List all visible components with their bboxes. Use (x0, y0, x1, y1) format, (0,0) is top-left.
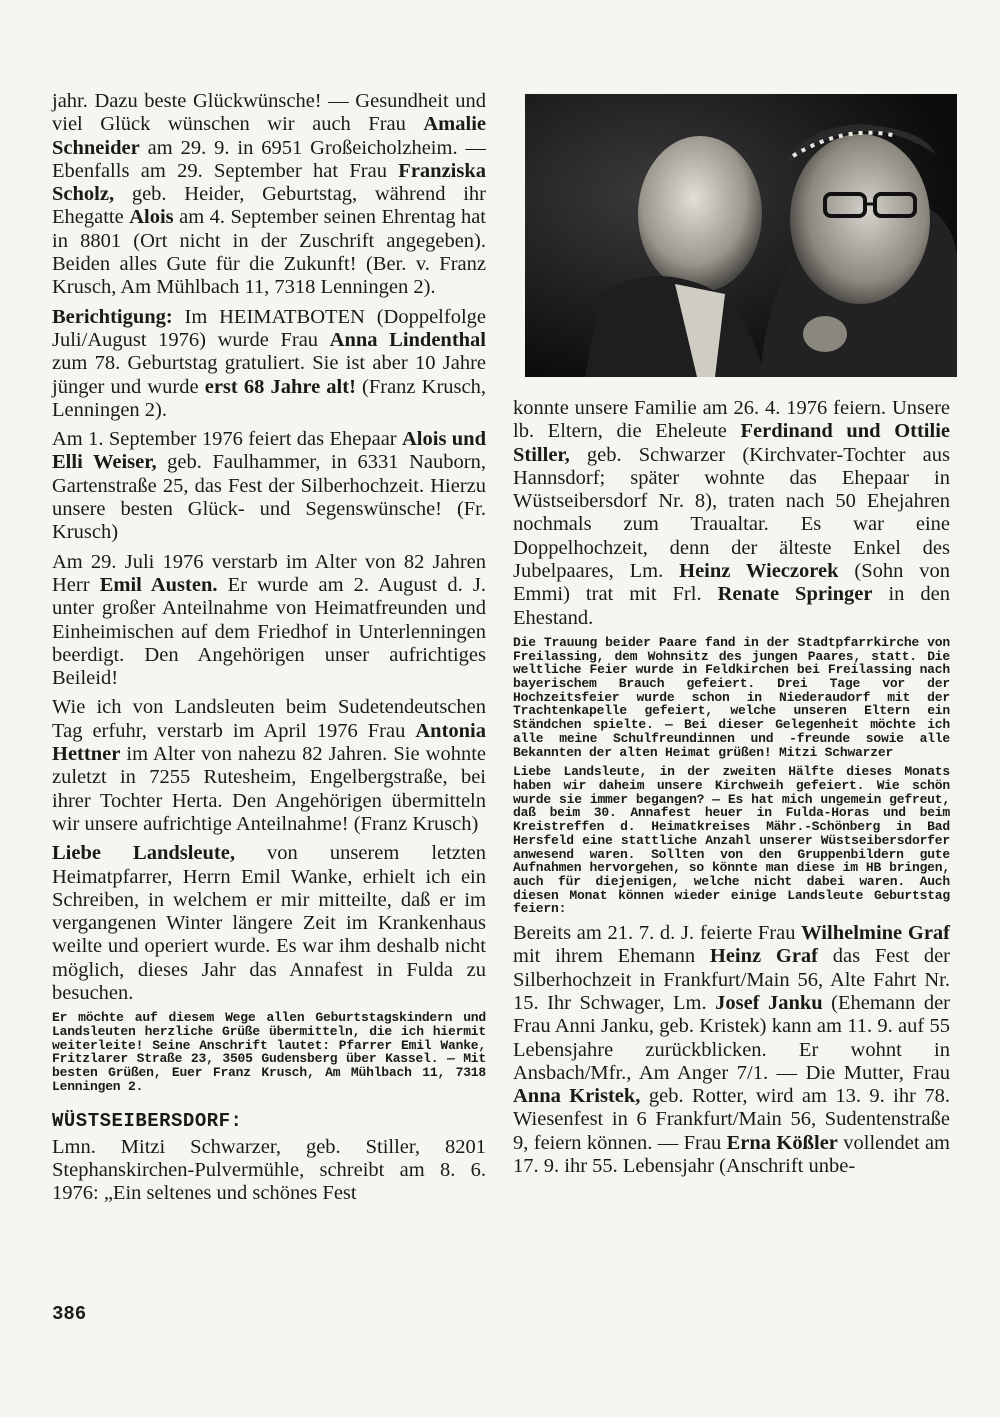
paragraph (513, 397, 950, 630)
highlighted-name: Anna Lindenthal (329, 328, 486, 351)
text-run: Die Trauung beider Paare fand in der Stadtpfarrkirche von Freilassing, dem Wohnsitz des jungen Paares, statt. Die weltliche Feier wurde in Feldkirchen bei Freilassing nach bayerischem Brauch gefeiert. Drei Tage vor der Hochzeitsfeier wurde schon in Niederaudorf mit der Trachtenkapelle gefeiert, welche unseren Eltern ein Ständchen spielte. — Bei dieser Gelegenheit möchte ich alle meine Schulfreundinnen und -freunde sowie alle Bekannten der alten Heimat grüßen! Mitzi Schwarzer (513, 634, 950, 760)
highlighted-name: Alois (129, 206, 174, 229)
text-run: Bereits am 21. 7. d. J. feierte Frau (513, 922, 802, 945)
text-run: (Franz Krusch, Lenningen 2). (52, 375, 486, 421)
text-run: vollendet am 17. 9. ihr 55. Lebensjahr (Anschrift unbe- (513, 1131, 950, 1177)
highlighted-name: Heinz Graf (709, 945, 819, 968)
paragraph (52, 306, 486, 422)
text-run: im Alter von nahezu 82 Jahren. Sie wohnte zuletzt in 7255 Rutesheim, Engelbergstraße, bei ihrer Tochter Herta. Den Angehörigen übermitteln wir unsere aufrichtige Anteilnahme! (Franz Krusch) (52, 743, 486, 835)
couple-photo (525, 94, 957, 377)
highlighted-name: Franziska Scholz, (52, 159, 486, 206)
text-run: Wie ich von Landsleuten beim Sudetendeutschen Tag erfuhr, verstarb im April 1976 Frau (52, 696, 486, 742)
highlighted-name: Anna Kristek, (513, 1085, 641, 1108)
text-run: Er möchte auf diesem Wege allen Geburtstagskindern und Landsleuten herzliche Grüße übermitteln, die ich hiermit weiterleite! Seine Anschrift lautet: Pfarrer Emil Wanke, Fritzlarer Straße 23, 3505 Gudensberg über Kassel. — Mit besten Grüßen, Euer Franz Krusch, Am Mühlbach 11, 7318 Lenningen 2. (52, 1010, 486, 1094)
text-run: (Sohn von Emmi) trat mit Frl. (513, 560, 950, 606)
highlighted-name: Liebe Landsleute, (52, 842, 235, 865)
text-run: Am 1. September 1976 feiert das Ehepaar (52, 428, 402, 451)
text-run: von unserem letzten Heimatpfarrer, Herrn Emil Wanke, erhielt ich ein Schreiben, in welchem er mir mitteilte, daß er im vergangenen Winter längere Zeit im Krankenhaus weilte und operiert wurde. Es war ihm deshalb nicht möglich, dieses Jahr das Annafest in Fulda zu besuchen. (52, 842, 486, 1004)
text-run: das Fest der Silberhochzeit in Frankfurt/Main 56, Alte Fahrt Nr. 15. Ihr Schwager, Lm. (513, 945, 950, 1014)
highlighted-name: Ferdinand und Ottilie Stiller, (513, 420, 950, 466)
paragraph (52, 90, 486, 300)
text-run: (Ehemann der Frau Anni Janku, geb. Kristek) kann am 11. 9. auf 55 Lebensjahre zurückblicken. Er wohnt in Ansbach/Mfr., Am Anger 7/1. — Die Mutter, Frau (513, 991, 951, 1084)
left-column (52, 90, 486, 1211)
text-run: WÜSTSEIBERSDORF: (52, 1109, 243, 1132)
paragraph (513, 636, 950, 759)
text-run: Lmn. Mitzi Schwarzer, geb. Stiller, 8201 Stephanskirchen-Pulvermühle, schreibt am 8. 6. 1976: „Ein seltenes und schönes Fest (52, 1135, 486, 1205)
text-run: Am 29. Juli 1976 verstarb im Alter von 82 Jahren Herr (52, 550, 486, 596)
highlighted-name: Kirchweih (714, 778, 784, 793)
paragraph (52, 842, 486, 1005)
couple-photo-image (525, 94, 957, 377)
highlighted-name: Heinz Wieczorek (679, 560, 839, 583)
highlighted-name: erst 68 Jahre alt! (204, 375, 356, 398)
highlighted-name: Berichtigung: (52, 305, 173, 328)
paragraph (52, 696, 486, 836)
highlighted-name: Alois und Elli Weiser, (52, 428, 486, 474)
paragraph (52, 428, 486, 544)
paragraph (513, 922, 950, 1178)
text-run: am 4. September seinen Ehrentag hat in 8801 (Ort nicht in der Zuschrift angegeben). Beiden alles Gute für die Zukunft! (Ber. v. Franz Krusch, Am Mühlbach 11, 7318 Lenningen 2). (52, 206, 486, 299)
text-run: Im HEIMATBOTEN (Doppelfolge Juli/August 1976) wurde Frau (52, 305, 486, 351)
highlighted-name: Antonia Hettner (52, 719, 486, 766)
text-run: am 29. 9. in 6951 Großeicholzheim. — Ebenfalls am 29. September hat Frau (52, 136, 486, 182)
paragraph (52, 1011, 486, 1093)
highlighted-name: Emil Austen. (99, 573, 218, 596)
highlighted-name: Erna Kößler (726, 1131, 838, 1154)
right-column (513, 90, 950, 1184)
text-run: geb. Faulhammer, in 6331 Nauborn, Gartenstraße 25, das Fest der Silberhochzeit. Hierzu unsere besten Glück- und Segenswünsche! (Fr. Krusch) (52, 451, 486, 544)
text-run: zum 78. Geburtstag gratuliert. Sie ist aber 10 Jahre jünger und wurde (52, 352, 486, 398)
highlighted-name: Amalie Schneider (52, 113, 486, 159)
text-run: Liebe Landsleute, in der zweiten Hälfte dieses Monats haben wir daheim unsere (513, 764, 950, 793)
page-number: 386 (52, 1303, 87, 1325)
highlighted-name: Josef Janku (715, 991, 823, 1014)
text-run: geb. Heider, Geburtstag, während ihr Ehegatte (52, 183, 486, 229)
highlighted-name: Wilhelmine Graf (801, 922, 950, 945)
paragraph (513, 765, 950, 916)
section-heading (52, 1110, 486, 1132)
text-run: geb. Schwarzer (Kirchvater-Tochter aus Hannsdorf; später wohnte das Ehepaar in Wüstseibersdorf Nr. 8), traten nach 50 Ehejahren nochmals zum Traualtar. Es war eine Doppelhochzeit, denn der älteste Enkel des Jubelpaares, Lm. (513, 443, 950, 583)
paragraph (52, 1136, 486, 1206)
text-run: jahr. Dazu beste Glückwünsche! — Gesundheit und viel Glück wünschen wir auch Frau (52, 90, 486, 136)
paragraph (52, 551, 486, 691)
text-run: gefeiert. Wie schön wurde sie immer begangen? — Es hat mich ungemein gefreut, daß beim 30. Annafest heuer in Fulda-Horas und beim Kreistreffen d. Heimatkreises Mähr.-Schönberg in Bad Hersfeld eine stattliche Anzahl unserer Wüstseibersdorfer anwesend waren. Sollten von den Gruppenbildern gute Aufnahmen hervorgehen, so könnte man diese im HB bringen, auch für diejenigen, welche nicht dabei waren. Auch diesen Monat können wieder einige Landsleute Geburtstag feiern: (513, 778, 950, 917)
text-run: mit ihrem Ehemann (513, 945, 710, 968)
text-run: geb. Rotter, wird am 13. 9. ihr 78. Wiesenfest in 6 Frankfurt/Main 56, Sudentenstraße 9, feiern können. — Frau (513, 1085, 950, 1154)
text-run: in den Ehestand. (513, 583, 951, 629)
text-run: Er wurde am 2. August d. J. unter großer Anteilnahme von Heimatfreunden und Einheimischen auf dem Friedhof in Unterlenningen beerdigt. Den Angehörigen unser aufrichtiges Beileid! (52, 573, 486, 690)
highlighted-name: Renate Springer (717, 583, 873, 606)
text-run: konnte unsere Familie am 26. 4. 1976 feiern. Unsere lb. Eltern, die Eheleute (513, 397, 950, 443)
